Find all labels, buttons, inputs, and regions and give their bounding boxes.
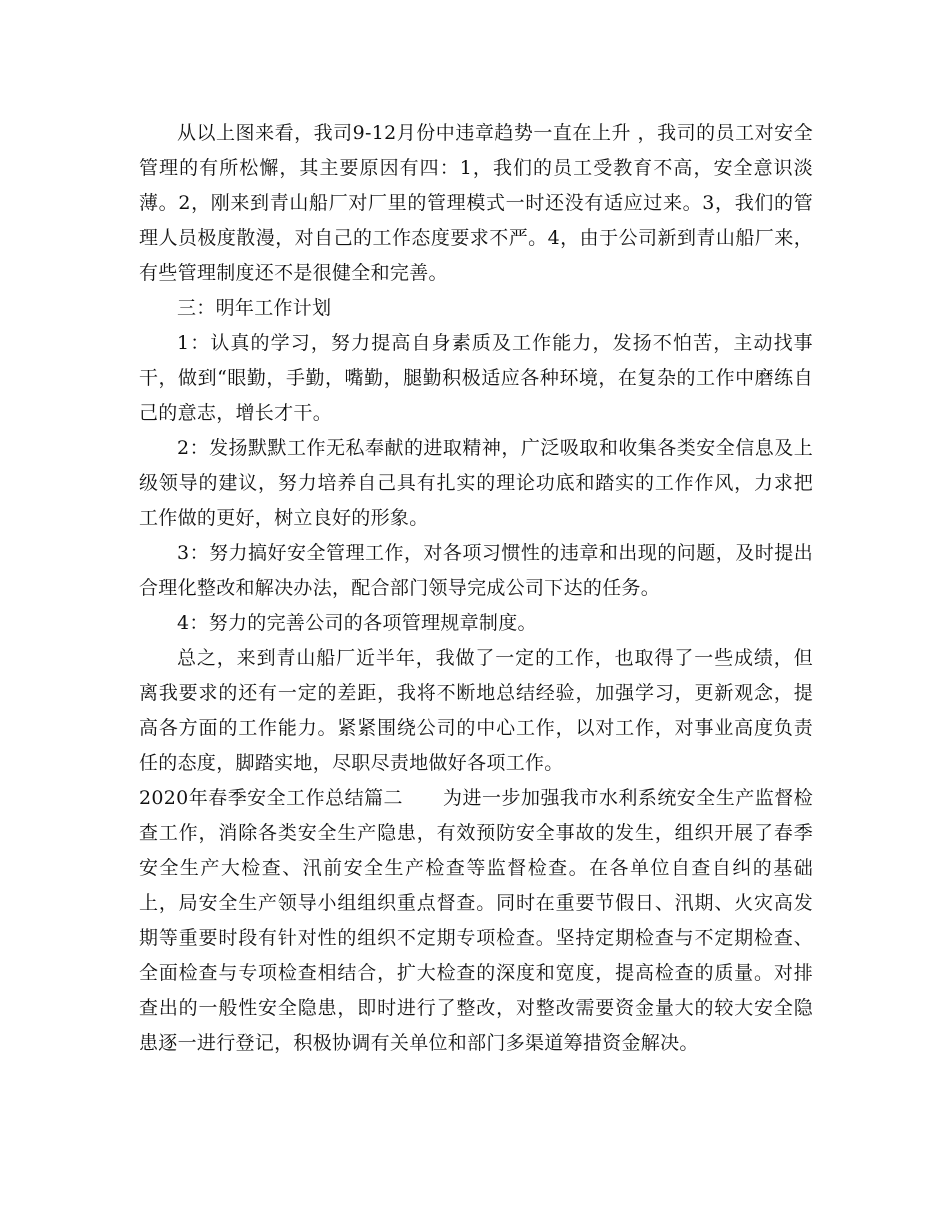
paragraph-section-two <box>139 781 813 1061</box>
section-title: 2020年春季安全工作总结篇二 <box>139 787 404 809</box>
paragraph-violation-analysis: 从以上图来看，我司9-12月份中违章趋势一直在上升 ，我司的员工对安全管理的有所松懈，其主要原因有四：1，我们的员工受教育不高，安全意识淡薄。2，刚来到青山船厂对厂里的管理模式一时还没有适应过来。3，我们的管理人员极度散漫，对自己的工作态度要求不严。4，由于公司新到青山船厂来，有些管理制度还不是很健全和完善。 <box>139 122 813 284</box>
paragraph-plan-item-3: 3：努力搞好安全管理工作，对各项习惯性的违章和出现的问题，及时提出合理化整改和解决办法，配合部门领导完成公司下达的任务。 <box>139 542 813 599</box>
paragraph-plan-heading: 三：明年工作计划 <box>177 297 332 319</box>
section-body: 为进一步加强我市水利系统安全生产监督检查工作，消除各类安全生产隐患，有效预防安全事故的发生，组织开展了春季安全生产大检查、汛前安全生产检查等监督检查。在各单位自查自纠的基础上，局安全生产领导小组组织重点督查。同时在重要节假日、汛期、火灾高发期等重要时段有针对性的组织不定期专项检查。坚持定期检查与不定期检查、全面检查与专项检查相结合，扩大检查的深度和宽度，提高检查的质量。对排查出的一般性安全隐患，即时进行了整改，对整改需要资金量大的较大安全隐患逐一进行登记，积极协调有关单位和部门多渠道筹措资金解决。 <box>139 787 813 1054</box>
paragraph-plan-item-4: 4：努力的完善公司的各项管理规章制度。 <box>177 612 537 634</box>
paragraph-plan-item-1: 1：认真的学习，努力提高自身素质及工作能力，发扬不怕苦，主动找事干，做到“眼勤，手勤，嘴勤，腿勤积极适应各种环境，在复杂的工作中磨练自己的意志，增长才干。 <box>139 332 813 424</box>
paragraph-conclusion: 总之，来到青山船厂近半年，我做了一定的工作，也取得了一些成绩，但离我要求的还有一定的差距，我将不断地总结经验，加强学习，更新观念，提高各方面的工作能力。紧紧围绕公司的中心工作，以对工作，对事业高度负责任的态度，脚踏实地，尽职尽责地做好各项工作。 <box>139 647 813 774</box>
document-body <box>139 116 813 1061</box>
paragraph-plan-item-2: 2：发扬默默工作无私奉献的进取精神，广泛吸取和收集各类安全信息及上级领导的建议，努力培养自己具有扎实的理论功底和踏实的工作作风，力求把工作做的更好，树立良好的形象。 <box>139 437 813 529</box>
